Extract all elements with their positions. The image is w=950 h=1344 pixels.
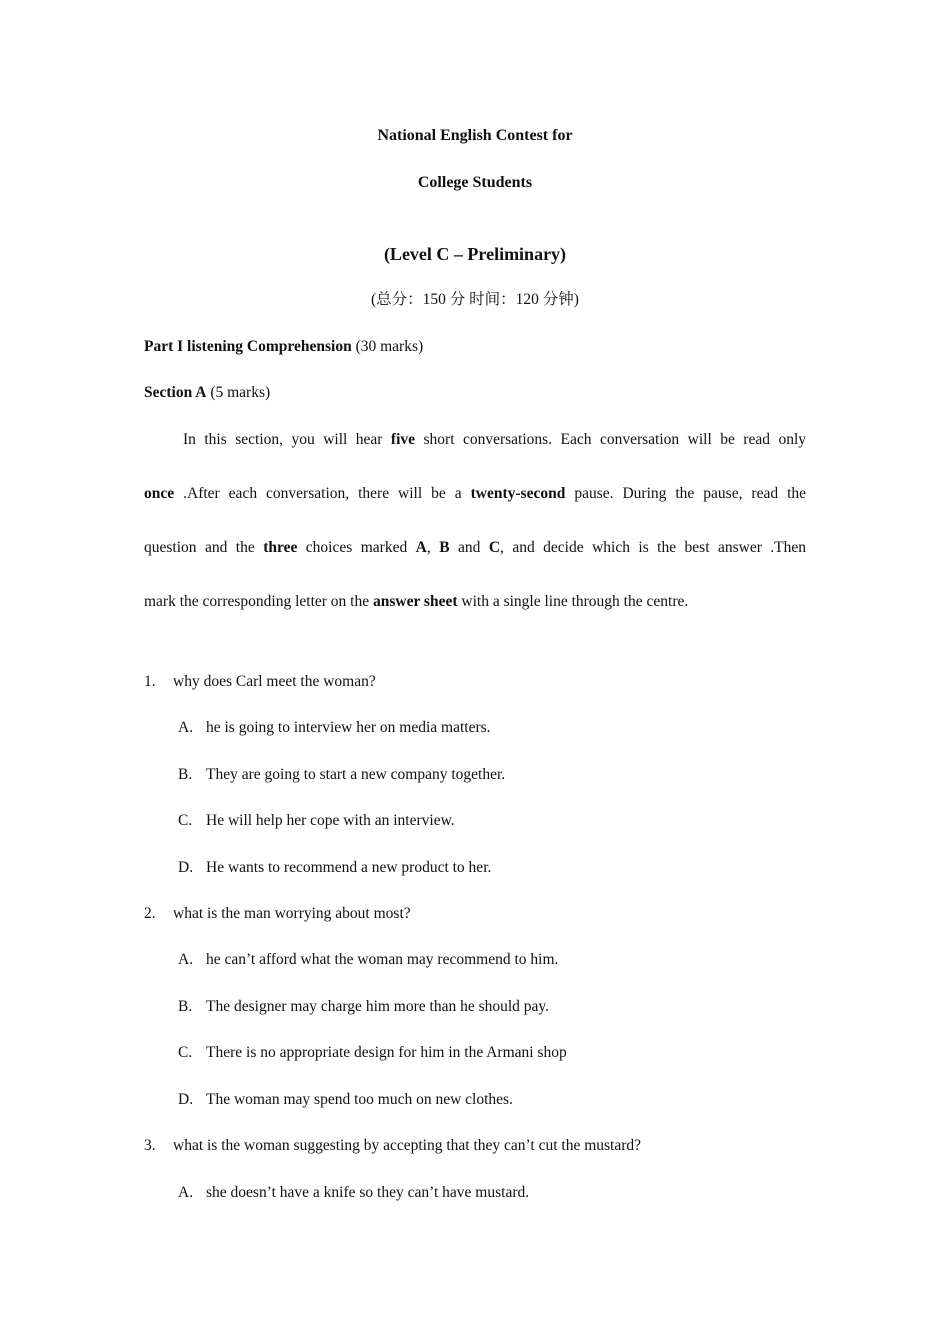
question-text: why does Carl meet the woman? — [173, 673, 376, 690]
option-text: The designer may charge him more than he should pay. — [206, 998, 550, 1015]
document-title-line-1: National English Contest for — [377, 127, 573, 144]
option-letter: B. — [178, 998, 193, 1015]
document-title-line-2: College Students — [417, 174, 533, 191]
instructions-line-2 — [144, 484, 806, 504]
instr-text: with a single line through the centre. — [461, 593, 689, 610]
option-text: he is going to interview her on media matters. — [206, 719, 491, 736]
instr-text: and — [457, 539, 481, 556]
instr-emphasis: twenty-second — [470, 485, 566, 502]
option-letter: B. — [178, 766, 193, 783]
question-number: 1. — [144, 673, 156, 690]
option-text: The woman may spend too much on new clothes. — [206, 1091, 513, 1108]
instr-text: choices marked — [305, 539, 408, 556]
instructions-line-4 — [144, 592, 806, 612]
part-title: Part I listening Comprehension — [144, 338, 352, 355]
level-subtitle: (Level C – Preliminary) — [383, 244, 567, 264]
instr-text: short conversations. Each conversation will be read only — [423, 431, 807, 448]
option-text: he can’t afford what the woman may recommend to him. — [206, 951, 559, 968]
instr-text: mark the corresponding letter on the — [144, 593, 370, 610]
instr-text: question and the — [144, 539, 255, 556]
instr-emphasis: once — [144, 485, 175, 502]
option-text: There is no appropriate design for him in the Armani shop — [206, 1044, 567, 1061]
instr-emphasis: C — [488, 539, 501, 556]
instr-text: .After each conversation, there will be a — [183, 485, 462, 502]
instr-text: , — [426, 539, 431, 556]
instr-emphasis: answer sheet — [372, 593, 458, 610]
instr-emphasis: A — [415, 539, 427, 556]
option-letter: A. — [178, 1184, 194, 1201]
option-letter: D. — [178, 1091, 194, 1108]
part-heading — [144, 337, 806, 357]
question-text: what is the woman suggesting by accepting that they can’t cut the mustard? — [173, 1137, 642, 1154]
option-text: He will help her cope with an interview. — [206, 812, 455, 829]
instructions-line-3 — [144, 538, 806, 558]
part-marks: (30 marks) — [355, 338, 424, 355]
option-text: They are going to start a new company together. — [206, 766, 506, 783]
option-letter: C. — [178, 812, 193, 829]
instr-text: In this section, you will hear — [183, 431, 383, 448]
instructions-line-1 — [183, 430, 806, 450]
section-marks: (5 marks) — [210, 384, 271, 401]
instr-emphasis: three — [263, 539, 298, 556]
option-letter: C. — [178, 1044, 193, 1061]
section-title: Section A — [144, 384, 207, 401]
instr-emphasis: five — [390, 431, 416, 448]
instr-text: , and decide which is the best answer .Then — [500, 539, 807, 556]
option-text: she doesn’t have a knife so they can’t have mustard. — [206, 1184, 530, 1201]
instr-text: pause. During the pause, read the — [574, 485, 807, 502]
question-text: what is the man worrying about most? — [173, 905, 411, 922]
option-letter: A. — [178, 951, 194, 968]
option-text: He wants to recommend a new product to her. — [206, 859, 492, 876]
question-number: 2. — [144, 905, 156, 922]
option-letter: D. — [178, 859, 194, 876]
section-heading — [144, 383, 806, 403]
question-number: 3. — [144, 1137, 156, 1154]
instr-emphasis: B — [439, 539, 450, 556]
option-letter: A. — [178, 719, 194, 736]
score-time-info: (总分：150 分 时间：120 分钟) — [371, 291, 579, 308]
